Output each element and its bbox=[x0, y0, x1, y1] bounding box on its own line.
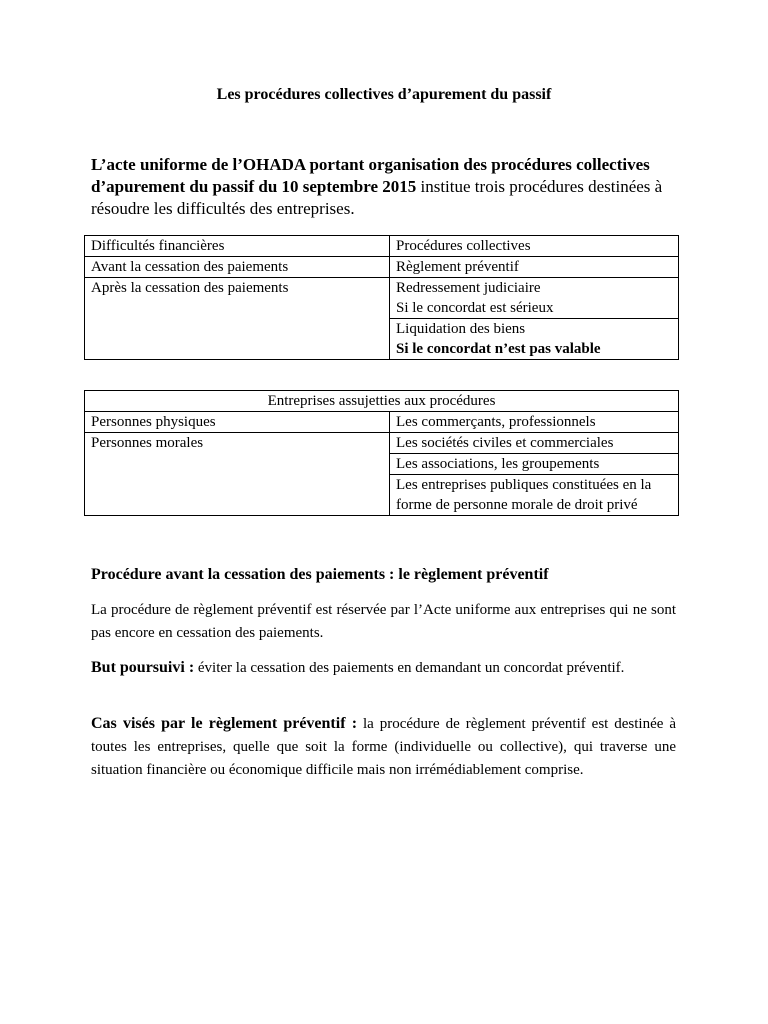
table-cell: Les commerçants, professionnels bbox=[390, 412, 679, 433]
table-cell: Les associations, les groupements bbox=[390, 454, 679, 475]
table-row bbox=[85, 391, 679, 412]
intro-paragraph bbox=[91, 154, 691, 220]
cell-line: Redressement judiciaire bbox=[396, 280, 541, 296]
table-row bbox=[85, 412, 679, 433]
table-cell: Les sociétés civiles et commerciales bbox=[390, 433, 679, 454]
intro-bold-text: L’acte uniforme de l’OHADA portant organisation des procédures collectives d’apurement du passif du 10 septembre 2015 bbox=[91, 155, 650, 196]
table-row bbox=[85, 236, 679, 257]
table-row bbox=[85, 433, 679, 454]
paragraph-cases bbox=[91, 712, 676, 782]
page-title: Les procédures collectives d’apurement du passif bbox=[216, 86, 552, 103]
paragraph-reserved: La procédure de règlement préventif est réservée par l’Acte uniforme aux entreprises qui ne sont pas encore en cessation des paiements. bbox=[91, 602, 676, 641]
entities-table bbox=[84, 390, 679, 516]
paragraph-lead: Cas visés par le règlement préventif : bbox=[91, 715, 358, 732]
procedures-table bbox=[84, 235, 679, 360]
table-cell bbox=[390, 319, 679, 360]
table-cell: Les entreprises publiques constituées en la forme de personne morale de droit privé bbox=[390, 475, 679, 516]
table-cell: Après la cessation des paiements bbox=[85, 278, 390, 360]
table-cell: Règlement préventif bbox=[390, 257, 679, 278]
cell-line: Si le concordat est sérieux bbox=[396, 300, 554, 316]
table-header-cell: Entreprises assujetties aux procédures bbox=[85, 391, 679, 412]
paragraph-text: éviter la cessation des paiements en demandant un concordat préventif. bbox=[194, 660, 625, 676]
table-cell: Procédures collectives bbox=[390, 236, 679, 257]
table-row bbox=[85, 278, 679, 319]
table-cell: Avant la cessation des paiements bbox=[85, 257, 390, 278]
cell-line: Si le concordat n’est pas valable bbox=[396, 341, 601, 357]
table-cell: Personnes morales bbox=[85, 433, 390, 516]
table-cell: Personnes physiques bbox=[85, 412, 390, 433]
cell-line: Liquidation des biens bbox=[396, 321, 526, 337]
paragraph-goal bbox=[91, 656, 676, 680]
section-title: Procédure avant la cessation des paiements : le règlement préventif bbox=[91, 566, 549, 583]
table-cell: Difficultés financières bbox=[85, 236, 390, 257]
table-row bbox=[85, 257, 679, 278]
paragraph-text: la procédure de règlement préventif est destinée à toutes les entreprises, quelle que soit la forme (individuelle ou collective), qui traverse une situation financière ou économique difficile mais non irrémédiablement comprise. bbox=[91, 716, 676, 778]
table-cell bbox=[390, 278, 679, 319]
intro-text: institue trois procédures destinées à résoudre les difficultés des entreprises. bbox=[91, 177, 663, 218]
paragraph-lead: But poursuivi : bbox=[91, 659, 195, 676]
